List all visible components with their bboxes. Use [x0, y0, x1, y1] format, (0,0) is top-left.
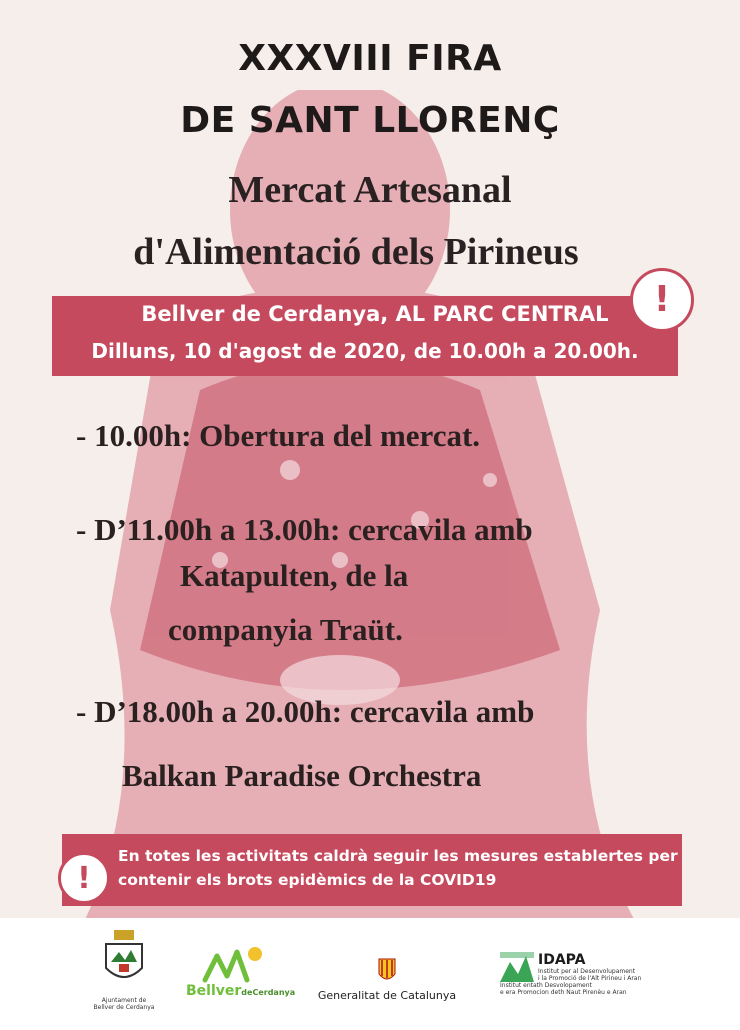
generalitat-shield-icon	[378, 958, 396, 984]
warning-icon: !	[58, 852, 110, 904]
idapa-line-4: e era Promocion deth Naut Pirenèu e Aran	[500, 989, 627, 996]
title-line-1: XXXVIII FIRA	[238, 38, 502, 79]
banner-location: Bellver de Cerdanya, AL PARC CENTRAL	[141, 302, 609, 326]
date-location-banner	[52, 296, 678, 376]
sponsor-footer	[0, 918, 740, 1030]
schedule-item-1: - 10.00h: Obertura del mercat.	[76, 418, 481, 453]
title-line-2: DE SANT LLORENÇ	[180, 100, 560, 141]
coat-of-arms-icon	[101, 928, 147, 992]
schedule-item-3-line-2: Balkan Paradise Orchestra	[122, 758, 482, 793]
covid-notice	[62, 834, 682, 906]
notice-line-2: contenir els brots epidèmics de la COVID19	[118, 871, 497, 889]
idapa-mountains-icon	[500, 952, 534, 982]
idapa-logo	[500, 952, 650, 996]
ajuntament-logo	[84, 928, 164, 1011]
idapa-line-3: Institut entath Desvolopament	[500, 982, 592, 989]
bellver-logo	[186, 944, 296, 999]
idapa-line-1: Institut per al Desenvolupament	[538, 968, 636, 975]
schedule-item-2-line-3: companyia Traüt.	[168, 612, 403, 647]
schedule-item-2-line-1: - D’11.00h a 13.00h: cercavila amb	[76, 512, 533, 547]
vintage-photo-background	[40, 90, 680, 930]
subtitle-line-1: Mercat Artesanal	[228, 169, 512, 211]
generalitat-caption: Generalitat de Catalunya	[317, 989, 457, 1002]
idapa-line-2: i la Promoció de l'Alt Pirineu i Aran	[538, 975, 642, 982]
banner-date: Dilluns, 10 d'agost de 2020, de 10.00h a 20.00h.	[91, 339, 639, 363]
ajuntament-caption-1: Ajuntament de	[101, 997, 147, 1004]
idapa-name: IDAPA	[538, 952, 586, 968]
ajuntament-caption-2: Bellver de Cerdanya	[93, 1004, 155, 1011]
generalitat-logo	[312, 958, 462, 1002]
subtitle-line-2: d'Alimentació dels Pirineus	[133, 231, 579, 273]
warning-icon: !	[630, 268, 694, 332]
bellver-mountain-icon	[201, 944, 271, 984]
covid-notice-text	[118, 844, 678, 892]
schedule-item-3-line-1: - D’18.00h a 20.00h: cercavila amb	[76, 694, 535, 729]
bellver-logo-text: Bellver	[186, 983, 242, 999]
notice-line-1: En totes les activitats caldrà seguir les mesures establertes per	[118, 847, 678, 865]
bellver-logo-suffix: deCerdanya	[241, 988, 296, 997]
schedule-item-2-line-2: Katapulten, de la	[180, 558, 409, 593]
